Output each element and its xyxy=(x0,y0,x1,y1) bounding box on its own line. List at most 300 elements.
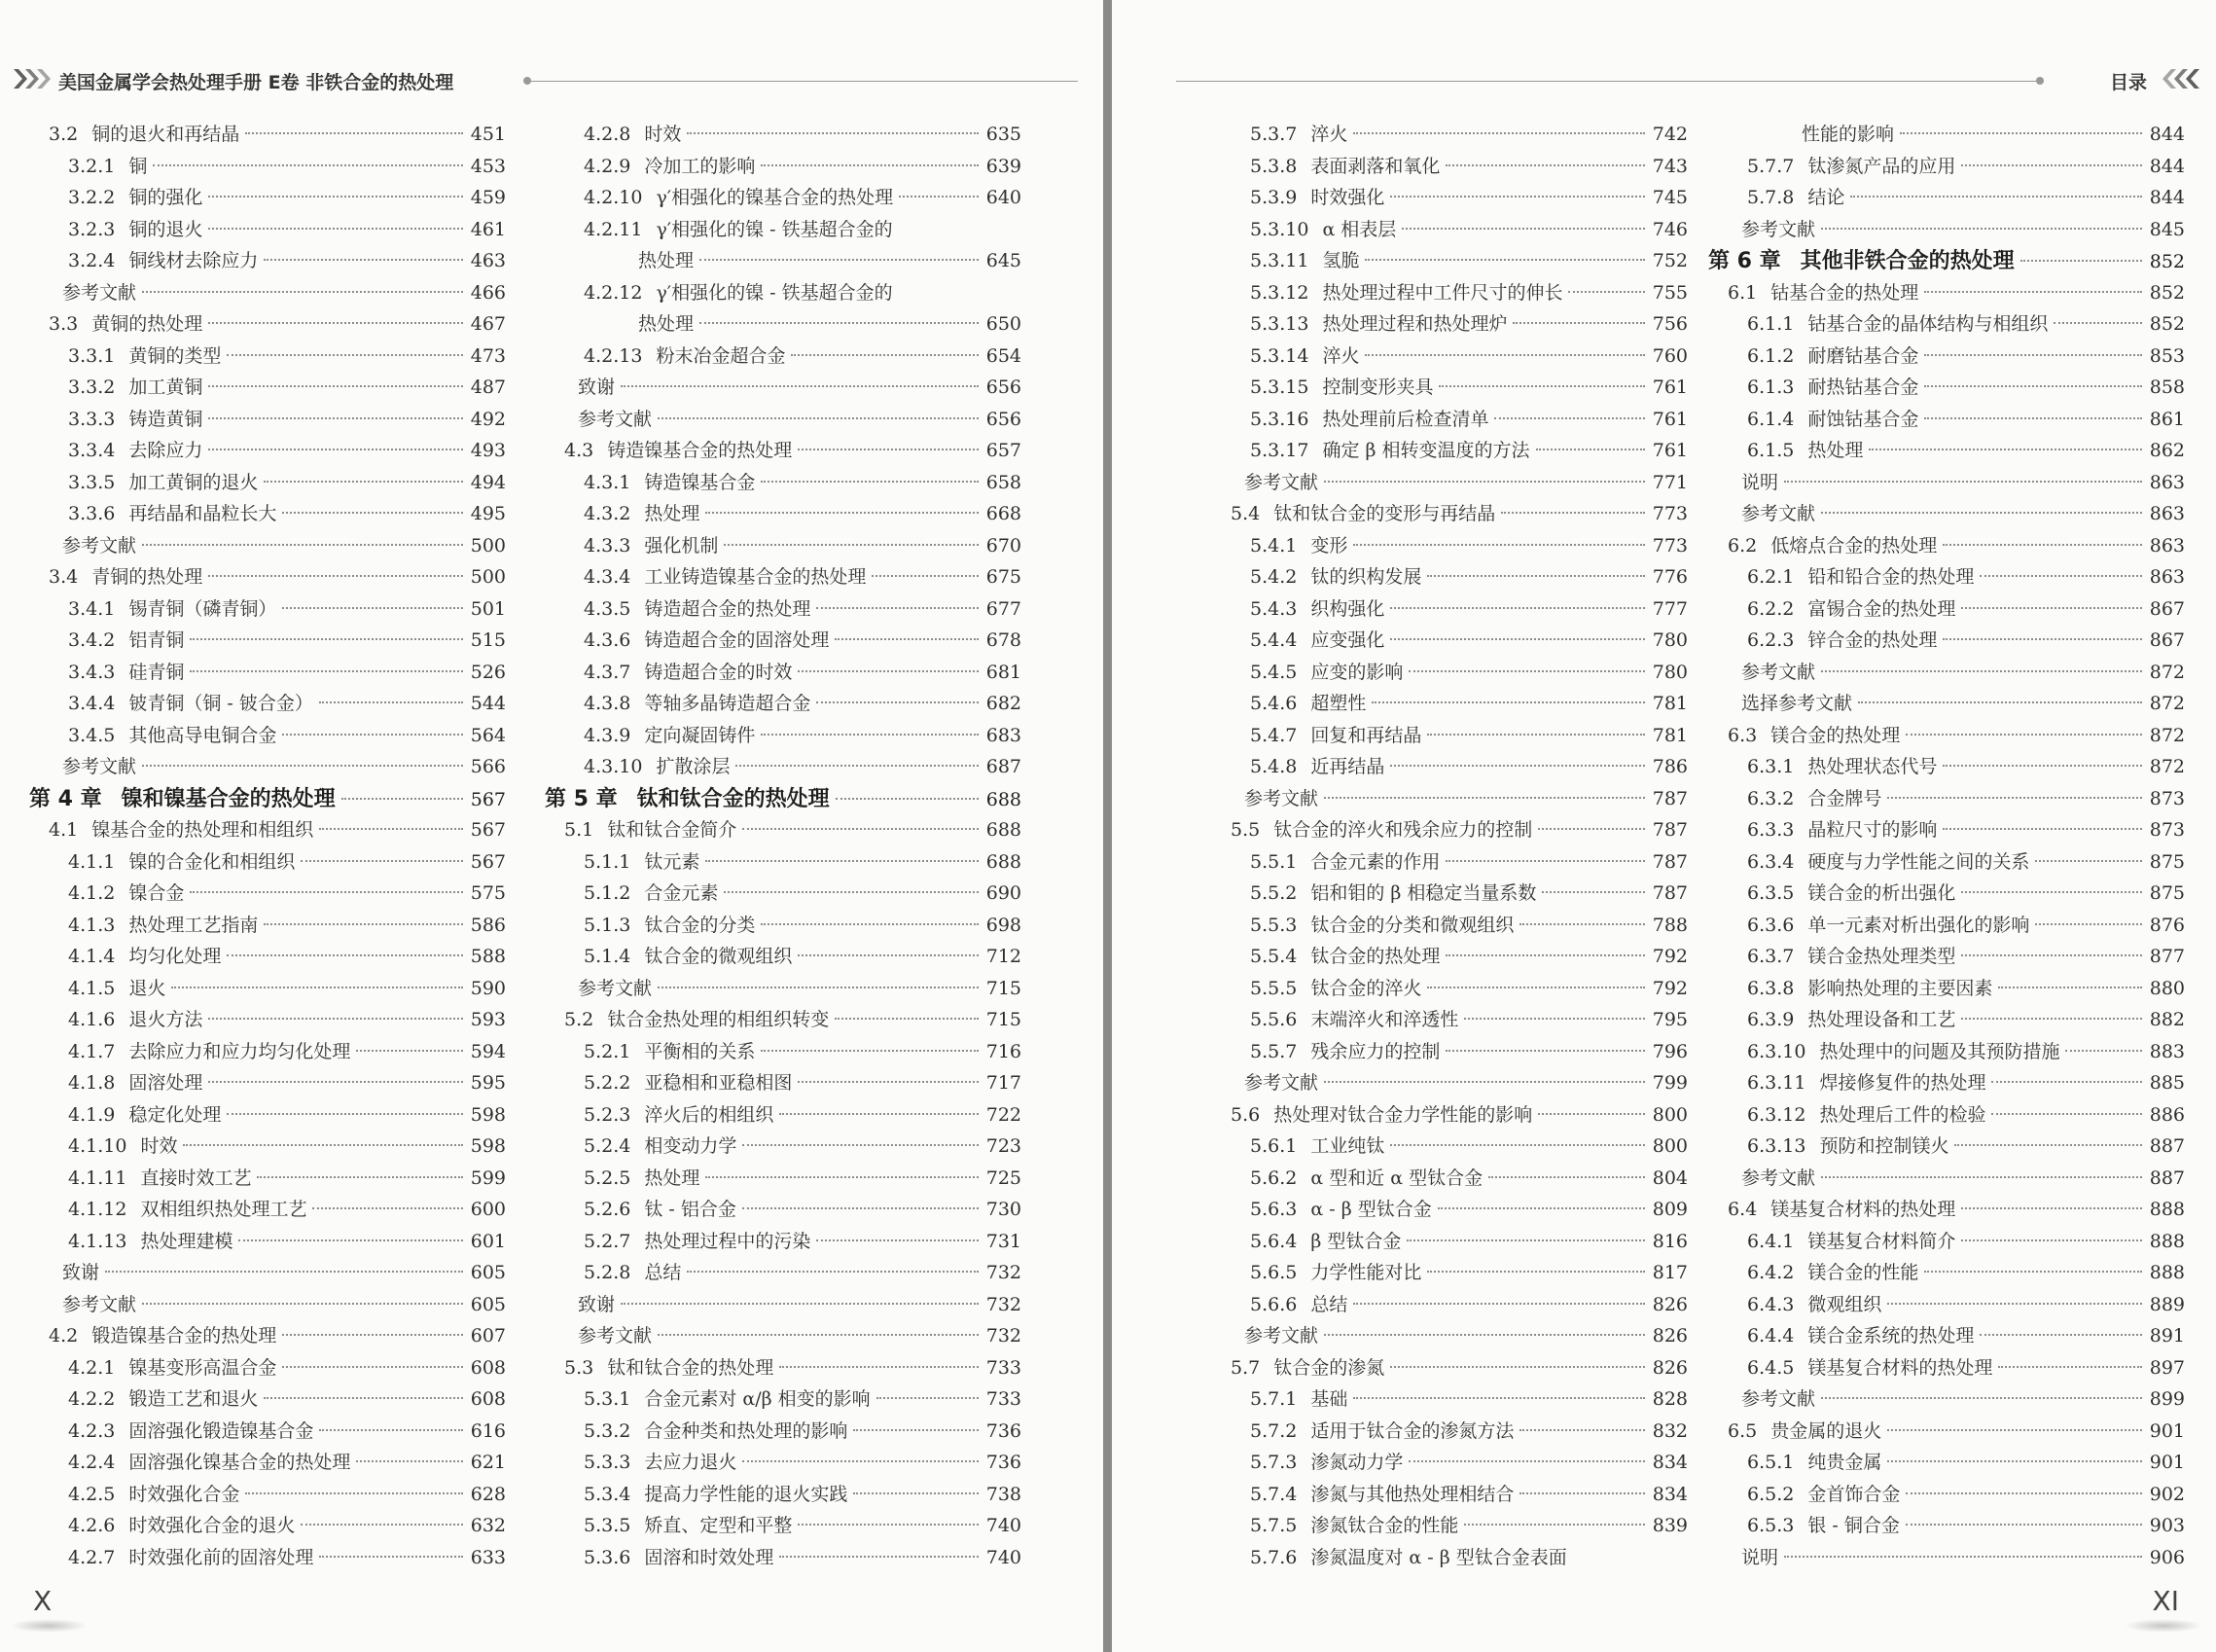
entry-page-number: 901 xyxy=(2149,1452,2185,1473)
entry-page-number: 852 xyxy=(2149,313,2185,335)
entry-title: 铸造超合金的热处理 xyxy=(644,597,811,620)
dot-leader xyxy=(1519,1492,1645,1494)
right-page xyxy=(1112,0,2216,1652)
toc-entry xyxy=(1708,783,2185,815)
entry-title: 热处理工艺指南 xyxy=(128,914,259,936)
toc-entry xyxy=(1708,404,2185,436)
dot-leader xyxy=(1324,1081,1645,1083)
entry-title: 其他非铁合金的热处理 xyxy=(1800,248,2015,273)
entry-title: 参考文献 xyxy=(62,281,137,304)
dot-leader xyxy=(1906,1524,2142,1526)
entry-title: 镁合金的热处理 xyxy=(1770,724,1901,746)
entry-page-number: 867 xyxy=(2149,629,2185,651)
toc-entry xyxy=(1708,530,2185,562)
toc-entry xyxy=(29,277,506,309)
dot-leader xyxy=(853,1429,979,1431)
entry-page-number: 599 xyxy=(470,1167,506,1189)
entry-title: 铸造黄铜 xyxy=(128,408,203,430)
entry-title: 变形 xyxy=(1310,534,1348,557)
dot-leader xyxy=(1784,1556,2142,1558)
dot-leader xyxy=(183,1144,463,1146)
entry-page-number: 654 xyxy=(985,344,1021,367)
entry-title: 说明 xyxy=(1741,471,1779,493)
dot-leader xyxy=(699,259,979,261)
entry-page-number: 832 xyxy=(1652,1419,1688,1442)
entry-page-number: 473 xyxy=(470,344,506,367)
dot-leader xyxy=(798,1524,979,1526)
entry-number: 5.3.1 xyxy=(584,1388,631,1410)
entry-title: 青铜的热处理 xyxy=(91,566,203,588)
toc-entry xyxy=(29,308,506,341)
dot-leader xyxy=(761,734,979,736)
entry-page-number: 863 xyxy=(2149,534,2185,557)
entry-number: 5.3.9 xyxy=(1250,187,1298,208)
entry-title: 冷加工的影响 xyxy=(644,155,756,177)
toc-entry xyxy=(545,308,1021,341)
dot-leader xyxy=(779,1556,979,1558)
entry-title: 富锡合金的热处理 xyxy=(1807,597,1956,620)
toc-entry xyxy=(1708,277,2185,309)
entry-page-number: 712 xyxy=(985,946,1021,967)
entry-page-number: 761 xyxy=(1652,440,1688,461)
dot-leader xyxy=(1407,1239,1645,1241)
toc-entry xyxy=(545,720,1021,752)
dot-leader xyxy=(1858,701,2142,703)
dot-leader xyxy=(1538,828,1645,830)
entry-title: 耐热钴基合金 xyxy=(1807,377,1919,398)
entry-page-number: 594 xyxy=(470,1040,506,1062)
entry-page-number: 826 xyxy=(1652,1356,1688,1379)
entry-page-number: 844 xyxy=(2149,124,2185,145)
entry-title: 铝青铜 xyxy=(128,629,185,651)
dot-leader xyxy=(1464,1018,1645,1020)
toc-entry xyxy=(1211,593,1688,626)
dot-leader xyxy=(264,259,463,261)
entry-page-number: 687 xyxy=(985,756,1021,777)
toc-entry xyxy=(1211,277,1688,309)
entry-number: 5.2.5 xyxy=(584,1167,631,1189)
toc-entry xyxy=(1211,1067,1688,1099)
entry-page-number: 738 xyxy=(985,1483,1021,1505)
toc-entry xyxy=(545,1352,1021,1384)
entry-page-number: 746 xyxy=(1652,218,1688,240)
entry-page-number: 745 xyxy=(1652,187,1688,208)
entry-title: 热处理状态代号 xyxy=(1807,756,1938,777)
toc-entry xyxy=(545,1067,1021,1099)
toc-entry xyxy=(545,530,1021,562)
entry-title: 渗氮动力学 xyxy=(1310,1452,1404,1473)
dot-leader xyxy=(798,670,979,672)
entry-number: 6.3.8 xyxy=(1747,977,1795,999)
entry-page-number: 844 xyxy=(2149,155,2185,177)
entry-number: 5.4.6 xyxy=(1250,693,1298,714)
entry-title: 锌合金的热处理 xyxy=(1807,629,1938,651)
entry-number: 6.4.1 xyxy=(1747,1230,1795,1252)
toc-entry xyxy=(1708,1289,2185,1321)
dot-leader xyxy=(687,1271,979,1273)
entry-page-number: 500 xyxy=(470,534,506,557)
toc-entry xyxy=(29,151,506,183)
entry-title: 总结 xyxy=(644,1262,682,1283)
entry-page-number: 877 xyxy=(2149,946,2185,967)
entry-page-number: 888 xyxy=(2149,1199,2185,1220)
entry-page-number: 723 xyxy=(985,1135,1021,1157)
dot-leader xyxy=(301,860,463,862)
entry-number: 5.4.3 xyxy=(1250,597,1298,620)
dot-leader xyxy=(1568,291,1645,293)
dot-leader xyxy=(816,1239,979,1241)
entry-page-number: 742 xyxy=(1652,124,1688,145)
toc-entry xyxy=(545,561,1021,593)
entry-page-number: 862 xyxy=(2149,440,2185,461)
entry-number: 4.2.12 xyxy=(584,281,643,304)
dot-leader xyxy=(1784,481,2142,483)
entry-number: 5.7 xyxy=(1231,1356,1261,1379)
entry-page-number: 487 xyxy=(470,377,506,398)
toc-entry xyxy=(29,498,506,530)
dot-leader xyxy=(1961,1207,2142,1209)
entry-number: 6.4.4 xyxy=(1747,1325,1795,1347)
entry-title: 影响热处理的主要因素 xyxy=(1807,977,1993,999)
entry-number: 5.5.2 xyxy=(1250,882,1298,904)
entry-title: 残余应力的控制 xyxy=(1310,1040,1441,1062)
entry-title: α - β 型钛合金 xyxy=(1310,1199,1432,1220)
entry-number: 5.3.6 xyxy=(584,1546,631,1568)
toc-entry xyxy=(29,1004,506,1036)
entry-page-number: 632 xyxy=(470,1515,506,1536)
entry-page-number: 863 xyxy=(2149,503,2185,524)
entry-page-number: 716 xyxy=(985,1040,1021,1062)
entry-page-number: 809 xyxy=(1652,1199,1688,1220)
entry-title: 钛和钛合金简介 xyxy=(607,819,737,841)
entry-page-number: 657 xyxy=(985,440,1021,461)
toc-entry xyxy=(545,1226,1021,1258)
toc-entry xyxy=(29,561,506,593)
entry-title: 钛渗氮产品的应用 xyxy=(1807,155,1956,177)
entry-page-number: 889 xyxy=(2149,1293,2185,1315)
entry-page-number: 887 xyxy=(2149,1167,2185,1189)
toc-entry xyxy=(545,973,1021,1005)
entry-title: 时效强化合金 xyxy=(128,1483,240,1505)
dot-leader xyxy=(1494,417,1645,419)
toc-entry xyxy=(545,846,1021,879)
entry-page-number: 760 xyxy=(1652,344,1688,367)
entry-page-number: 605 xyxy=(470,1293,506,1315)
dot-leader xyxy=(190,638,463,640)
toc-entry xyxy=(29,1352,506,1384)
dot-leader xyxy=(658,417,979,419)
entry-number: 5.2.1 xyxy=(584,1040,631,1062)
entry-number: 5.6.6 xyxy=(1250,1293,1298,1315)
toc-entry xyxy=(29,435,506,467)
toc-entry xyxy=(1708,657,2185,689)
page-number: X xyxy=(33,1585,53,1617)
header-rule xyxy=(1176,81,2040,82)
entry-title: α 相表层 xyxy=(1322,218,1397,240)
toc-entry xyxy=(1211,1257,1688,1289)
entry-number: 5.1.2 xyxy=(584,882,631,904)
entry-title: 时效 xyxy=(140,1135,178,1157)
toc-entry xyxy=(545,277,1021,309)
entry-title: 热处理 xyxy=(1807,440,1864,461)
entry-number: 6.3.13 xyxy=(1747,1135,1806,1157)
toc-entry xyxy=(1708,498,2185,530)
entry-number: 4.3.8 xyxy=(584,693,631,714)
entry-page-number: 675 xyxy=(985,566,1021,588)
entry-page-number: 787 xyxy=(1652,787,1688,809)
entry-title: 固溶强化镍基合金的热处理 xyxy=(128,1452,351,1473)
entry-number: 5.3.15 xyxy=(1250,377,1309,398)
entry-number: 5.7.5 xyxy=(1250,1515,1298,1536)
entry-title: 时效强化 xyxy=(1310,187,1385,208)
entry-number: 3.3.6 xyxy=(68,503,116,524)
dot-leader xyxy=(742,828,979,830)
entry-number: 6.3.1 xyxy=(1747,756,1795,777)
dot-leader xyxy=(1821,1397,2142,1399)
dot-leader xyxy=(1365,259,1645,261)
dot-leader xyxy=(705,512,979,514)
entry-page-number: 826 xyxy=(1652,1325,1688,1347)
toc-entry xyxy=(545,151,1021,183)
toc-entry xyxy=(1211,1036,1688,1068)
dot-leader xyxy=(1427,734,1645,736)
toc-entry xyxy=(1211,119,1688,151)
entry-title: 热处理过程中工件尺寸的伸长 xyxy=(1322,281,1563,304)
entry-number: 6.1.1 xyxy=(1747,313,1795,335)
dot-leader xyxy=(1439,385,1645,387)
entry-page-number: 826 xyxy=(1652,1293,1688,1315)
entry-number: 3.2.3 xyxy=(68,218,116,240)
toc-entry xyxy=(1708,1163,2185,1195)
entry-title: 平衡相的关系 xyxy=(644,1040,756,1062)
entry-title: 铜的退火和再结晶 xyxy=(91,124,240,145)
entry-number: 5.3.7 xyxy=(1250,124,1298,145)
toc-entry xyxy=(545,1510,1021,1542)
toc-entry xyxy=(1708,182,2185,214)
entry-page-number: 722 xyxy=(985,1103,1021,1126)
dot-leader xyxy=(208,228,463,230)
entry-page-number: 736 xyxy=(985,1419,1021,1442)
dot-leader xyxy=(319,701,463,703)
entry-title: 提高力学性能的退火实践 xyxy=(644,1483,848,1505)
dot-leader xyxy=(208,322,463,324)
entry-number: 5.4.5 xyxy=(1250,661,1298,683)
page-number: XI xyxy=(2152,1585,2179,1617)
toc-entry xyxy=(29,1036,506,1068)
dot-leader xyxy=(761,164,979,166)
dot-leader xyxy=(264,923,463,925)
entry-number: 4.3.1 xyxy=(584,471,631,493)
entry-number: 5.2.7 xyxy=(584,1230,631,1252)
triple-chevron-right-icon xyxy=(12,66,54,91)
entry-page-number: 777 xyxy=(1652,597,1688,620)
dot-leader xyxy=(761,923,979,925)
entry-number: 5.5.1 xyxy=(1250,850,1298,873)
entry-title: 去除应力 xyxy=(128,440,203,461)
dot-leader xyxy=(899,196,979,198)
toc-entry xyxy=(545,878,1021,910)
entry-page-number: 816 xyxy=(1652,1230,1688,1252)
toc-entry xyxy=(1211,435,1688,467)
entry-page-number: 601 xyxy=(470,1230,506,1252)
toc-entry xyxy=(29,182,506,214)
dot-leader xyxy=(1488,1176,1645,1178)
entry-title: 基础 xyxy=(1310,1388,1348,1410)
toc-entry xyxy=(29,1067,506,1099)
toc-entry xyxy=(545,941,1021,973)
entry-number: 4.3 xyxy=(564,440,594,461)
entry-number: 4.1.10 xyxy=(68,1135,127,1157)
entry-title: 工业铸造镍基合金的热处理 xyxy=(644,566,867,588)
toc-entry xyxy=(545,1289,1021,1321)
entry-title: 渗氮温度对 α - β 型钛合金表面 xyxy=(1310,1546,1567,1568)
entry-title: 应变的影响 xyxy=(1310,661,1404,683)
entry-page-number: 586 xyxy=(470,914,506,936)
toc-column-4 xyxy=(1708,119,2185,1573)
entry-number: 4.1.3 xyxy=(68,914,116,936)
entry-title: 锡青铜（磷青铜） xyxy=(128,597,277,620)
entry-number: 5.3.17 xyxy=(1250,440,1309,461)
entry-number: 3.3.3 xyxy=(68,408,116,430)
entry-number: 4.2.8 xyxy=(584,124,631,145)
entry-number: 5.6.3 xyxy=(1250,1199,1298,1220)
entry-title: 加工黄铜的退火 xyxy=(128,471,259,493)
toc-entry xyxy=(1708,593,2185,626)
dot-leader xyxy=(1353,544,1645,546)
dot-leader xyxy=(779,1113,979,1115)
entry-number: 4.2.4 xyxy=(68,1452,116,1473)
toc-entry xyxy=(1211,214,1688,246)
toc-entry xyxy=(545,814,1021,846)
dot-leader xyxy=(798,954,979,956)
toc-entry xyxy=(1708,151,2185,183)
toc-entry xyxy=(1211,1320,1688,1352)
toc-entry xyxy=(545,1447,1021,1479)
entry-title: 参考文献 xyxy=(1741,218,1816,240)
toc-entry xyxy=(1708,1352,2185,1384)
entry-number: 5.1.4 xyxy=(584,946,631,967)
entry-title: 合金元素对 α/β 相变的影响 xyxy=(644,1388,871,1410)
entry-page-number: 683 xyxy=(985,724,1021,746)
entry-page-number: 752 xyxy=(1652,250,1688,271)
toc-entry xyxy=(1211,973,1688,1005)
toc-entry xyxy=(29,720,506,752)
entry-page-number: 740 xyxy=(985,1546,1021,1568)
entry-page-number: 725 xyxy=(985,1167,1021,1189)
entry-page-number: 656 xyxy=(985,377,1021,398)
dot-leader xyxy=(876,1397,979,1399)
entry-title: 黄铜的类型 xyxy=(128,344,222,367)
toc-entry xyxy=(1211,720,1688,752)
entry-number: 6.4.3 xyxy=(1747,1293,1795,1315)
entry-page-number: 776 xyxy=(1652,566,1688,588)
entry-page-number: 861 xyxy=(2149,408,2185,430)
dot-leader xyxy=(1353,1397,1645,1399)
toc-entry xyxy=(1708,341,2185,373)
toc-entry xyxy=(1708,751,2185,783)
entry-page-number: 773 xyxy=(1652,503,1688,524)
entry-page-number: 839 xyxy=(1652,1515,1688,1536)
entry-page-number: 633 xyxy=(470,1546,506,1568)
dot-leader xyxy=(1427,575,1645,577)
entry-number: 5.3.12 xyxy=(1250,281,1309,304)
toc-entry xyxy=(545,119,1021,151)
page-number-shadow xyxy=(10,1619,88,1633)
entry-title: 镍基变形高温合金 xyxy=(128,1356,277,1379)
entry-title: 去应力退火 xyxy=(644,1452,737,1473)
toc-entry xyxy=(1211,245,1688,277)
entry-number: 4.1.4 xyxy=(68,946,116,967)
entry-page-number: 600 xyxy=(470,1199,506,1220)
entry-number: 5.7.8 xyxy=(1747,187,1795,208)
entry-title: 铸造超合金的时效 xyxy=(644,661,793,683)
entry-number: 4.1.12 xyxy=(68,1199,127,1220)
entry-page-number: 467 xyxy=(470,313,506,335)
entry-number: 6.1 xyxy=(1728,281,1758,304)
entry-page-number: 595 xyxy=(470,1072,506,1094)
entry-title: 铜 xyxy=(128,155,148,177)
entry-page-number: 867 xyxy=(2149,597,2185,620)
entry-number: 4.3.10 xyxy=(584,756,643,777)
entry-page-number: 500 xyxy=(470,566,506,588)
entry-page-number: 544 xyxy=(470,693,506,714)
toc-entry xyxy=(1708,720,2185,752)
entry-title: 加工黄铜 xyxy=(128,377,203,398)
entry-number: 4.1.2 xyxy=(68,882,116,904)
entry-number: 5.4.8 xyxy=(1250,756,1298,777)
entry-page-number: 853 xyxy=(2149,344,2185,367)
toc-entry xyxy=(29,657,506,689)
toc-entry xyxy=(1708,973,2185,1005)
entry-page-number: 645 xyxy=(985,250,1021,271)
toc-entry xyxy=(545,182,1021,214)
entry-title: 硬度与力学性能之间的关系 xyxy=(1807,850,2030,873)
entry-title: 耐磨钴基合金 xyxy=(1807,344,1919,367)
toc-entry xyxy=(545,910,1021,942)
dot-leader xyxy=(1954,1144,2142,1146)
entry-number: 5.3.4 xyxy=(584,1483,631,1505)
entry-title: 铜的退火 xyxy=(128,218,203,240)
entry-title: 亚稳相和亚稳相图 xyxy=(644,1072,793,1094)
entry-title: 参考文献 xyxy=(1741,661,1816,683)
toc-entry xyxy=(29,1542,506,1574)
entry-number: 5.1 xyxy=(564,819,594,841)
entry-title: 钛和钛合金的热处理 xyxy=(607,1356,774,1379)
toc-entry xyxy=(1708,1510,2185,1542)
dot-leader xyxy=(791,354,979,356)
entry-number: 5.1.3 xyxy=(584,914,631,936)
entry-number: 第 4 章 xyxy=(29,786,102,811)
entry-number: 5.6.4 xyxy=(1250,1230,1298,1252)
dot-leader xyxy=(1998,1366,2142,1368)
entry-page-number: 883 xyxy=(2149,1040,2185,1062)
entry-page-number: 463 xyxy=(470,250,506,271)
entry-page-number: 640 xyxy=(985,187,1021,208)
entry-title: 镁合金热处理类型 xyxy=(1807,946,1956,967)
entry-number: 5.2.4 xyxy=(584,1135,631,1157)
dot-leader xyxy=(1390,638,1645,640)
entry-title: 热处理过程和热处理炉 xyxy=(1322,313,1508,335)
entry-title: 再结晶和晶粒长大 xyxy=(128,503,277,524)
entry-title: 镍和镍基合金的热处理 xyxy=(121,785,336,811)
dot-leader xyxy=(658,1334,979,1336)
entry-number: 4.1.11 xyxy=(68,1167,127,1189)
toc-entry xyxy=(1211,814,1688,846)
left-page-header xyxy=(12,64,1091,103)
entry-page-number: 715 xyxy=(985,1009,1021,1030)
toc-entry xyxy=(29,941,506,973)
entry-page-number: 817 xyxy=(1652,1262,1688,1283)
